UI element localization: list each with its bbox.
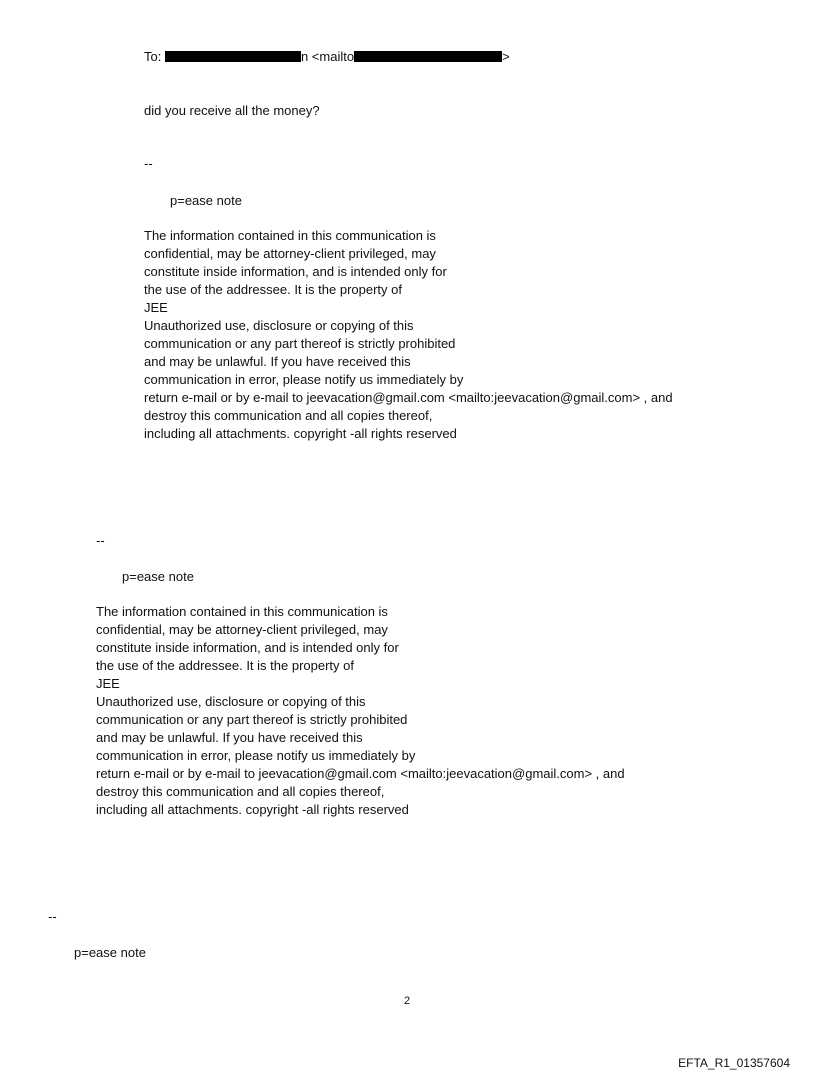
redaction-bar — [354, 51, 502, 62]
signature-separator: -- — [144, 156, 153, 171]
disclaimer-line: JEE — [144, 300, 168, 315]
disclaimer-line: and may be unlawful. If you have received this — [144, 354, 411, 369]
disclaimer-line: return e-mail or by e-mail to jeevacation@gmail.com <mailto:jeevacation@gmail.com> , and — [96, 766, 625, 781]
email-body: did you receive all the money? — [144, 103, 320, 118]
signature-separator: -- — [48, 909, 57, 924]
note-heading: p=ease note — [74, 945, 146, 960]
disclaimer-line: return e-mail or by e-mail to jeevacation@gmail.com <mailto:jeevacation@gmail.com> , and — [144, 390, 673, 405]
disclaimer-line: JEE — [96, 676, 120, 691]
disclaimer-line: The information contained in this communication is — [144, 228, 436, 243]
disclaimer-line: communication or any part thereof is strictly prohibited — [144, 336, 456, 351]
disclaimer-line: constitute inside information, and is intended only for — [144, 264, 447, 279]
disclaimer-paragraph — [96, 603, 625, 819]
disclaimer-line: the use of the addressee. It is the property of — [144, 282, 402, 297]
disclaimer-line: communication or any part thereof is strictly prohibited — [96, 712, 408, 727]
disclaimer-line: the use of the addressee. It is the property of — [96, 658, 354, 673]
to-line — [144, 48, 510, 66]
disclaimer-line: including all attachments. copyright -all rights reserved — [96, 802, 409, 817]
disclaimer-line: communication in error, please notify us immediately by — [144, 372, 464, 387]
page-number: 2 — [404, 995, 411, 1007]
disclaimer-line: destroy this communication and all copies thereof, — [96, 784, 385, 799]
disclaimer-paragraph — [144, 227, 673, 443]
disclaimer-line: constitute inside information, and is intended only for — [96, 640, 399, 655]
note-heading: p=ease note — [122, 569, 194, 584]
note-heading: p=ease note — [170, 193, 242, 208]
disclaimer-line: Unauthorized use, disclosure or copying of this — [144, 318, 414, 333]
to-mailto-prefix: n <mailto — [300, 49, 355, 64]
to-end: > — [502, 49, 510, 64]
disclaimer-line: communication in error, please notify us immediately by — [96, 748, 416, 763]
bates-number: EFTA_R1_01357604 — [678, 1056, 790, 1070]
redaction-bar — [165, 51, 301, 62]
disclaimer-line: The information contained in this communication is — [96, 604, 388, 619]
disclaimer-line: destroy this communication and all copies thereof, — [144, 408, 433, 423]
to-label: To: — [144, 49, 162, 64]
disclaimer-line: and may be unlawful. If you have received this — [96, 730, 363, 745]
disclaimer-line: confidential, may be attorney-client privileged, may — [96, 622, 388, 637]
disclaimer-line: including all attachments. copyright -all rights reserved — [144, 426, 457, 441]
disclaimer-line: confidential, may be attorney-client privileged, may — [144, 246, 436, 261]
disclaimer-line: Unauthorized use, disclosure or copying of this — [96, 694, 366, 709]
signature-separator: -- — [96, 533, 105, 548]
